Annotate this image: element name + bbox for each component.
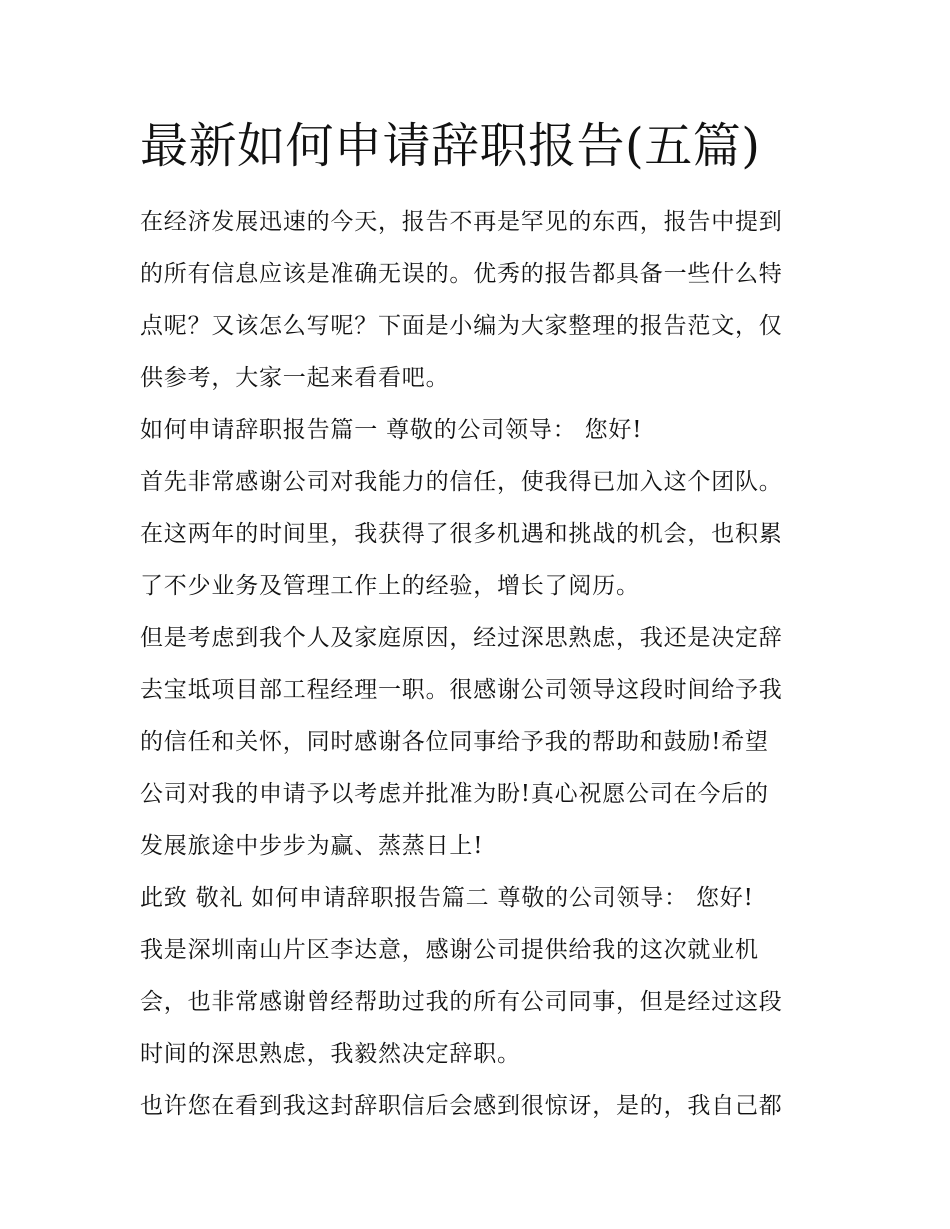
text-line: 的信任和关怀，同时感谢各位同事给予我的帮助和鼓励!希望 <box>140 729 769 755</box>
text-line: 了不少业务及管理工作上的经验，增长了阅历。 <box>140 573 640 599</box>
text-line: 但是考虑到我个人及家庭原因，经过深思熟虑，我还是决定辞 <box>140 625 783 651</box>
text-line: 供参考，大家一起来看看吧。 <box>140 365 450 391</box>
text-line: 在这两年的时间里，我获得了很多机遇和挑战的机会，也积累 <box>140 521 783 547</box>
text-line: 会，也非常感谢曾经帮助过我的所有公司同事，但是经过这段 <box>140 989 783 1015</box>
section-heading-line: 此致 敬礼 如何申请辞职报告篇二 尊敬的公司领导： 您好! <box>140 885 754 911</box>
text-line: 我是深圳南山片区李达意，感谢公司提供给我的这次就业机 <box>140 937 759 963</box>
text-line: 点呢？又该怎么写呢？下面是小编为大家整理的报告范文，仅 <box>140 313 783 339</box>
text-line: 发展旅途中步步为赢、蒸蒸日上! <box>140 833 484 859</box>
document-title: 最新如何申请辞职报告(五篇) <box>140 118 761 174</box>
document-body <box>140 196 820 1132</box>
text-line: 时间的深思熟虑，我毅然决定辞职。 <box>140 1041 521 1067</box>
text-line: 的所有信息应该是准确无误的。优秀的报告都具备一些什么特 <box>140 261 783 287</box>
text-line: 公司对我的申请予以考虑并批准为盼!真心祝愿公司在今后的 <box>140 781 769 807</box>
text-line: 也许您在看到我这封辞职信后会感到很惊讶，是的，我自己都 <box>140 1093 783 1119</box>
text-line: 首先非常感谢公司对我能力的信任，使我得已加入这个团队。 <box>140 469 783 495</box>
text-line: 在经济发展迅速的今天，报告不再是罕见的东西，报告中提到 <box>140 209 783 235</box>
text-line: 去宝坻项目部工程经理一职。很感谢公司领导这段时间给予我 <box>140 677 783 703</box>
section-heading-line: 如何申请辞职报告篇一 尊敬的公司领导： 您好! <box>140 417 643 443</box>
